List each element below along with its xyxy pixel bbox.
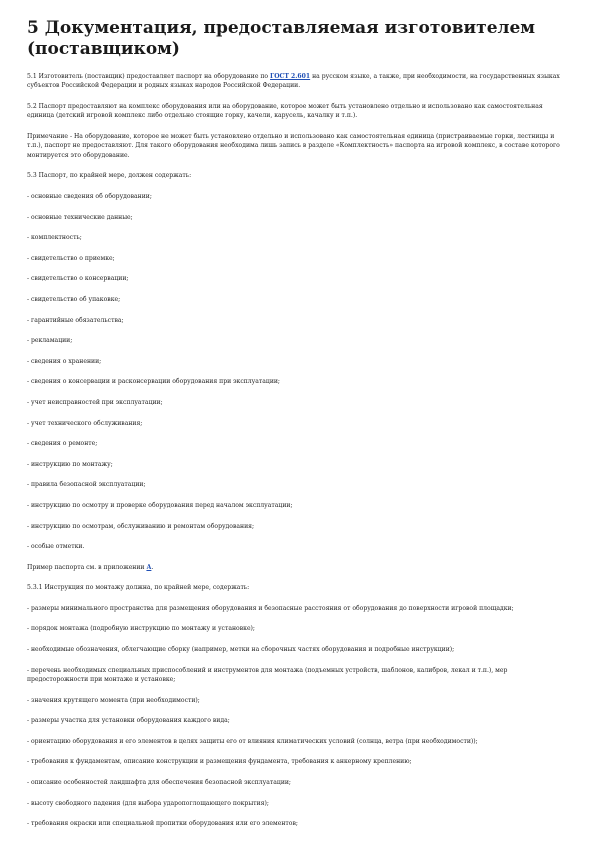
paragraph-text: на русском языке, а также, при необходимости, на государственных языках субъектов Российской Федерации и родных языках народов Российской Федерации. [27, 73, 560, 90]
document-reference-link[interactable]: ГОСТ 2.601 [270, 73, 311, 80]
paragraph: - требования к фундаментам, описание конструкции и размещения фундамента, требования к анкерному креплению; [27, 758, 412, 766]
paragraph: - учет технического обслуживания; [27, 419, 143, 427]
paragraph: - свидетельство об упаковке; [27, 295, 121, 303]
document-reference-link[interactable]: А [146, 563, 152, 571]
paragraph: - учет неисправностей при эксплуатации; [27, 398, 163, 406]
section-title: 5 Документация, предоставляемая изготовителем (поставщиком) [27, 18, 536, 59]
paragraph: - описание особенностей ландшафта для обеспечения безопасной эксплуатации; [27, 779, 291, 787]
paragraph: - значения крутящего момента (при необходимости); [27, 696, 200, 704]
paragraph: - необходимые обозначения, облегчающие сборку (например, метки на сборочных частях оборудования и подробные инструкции); [27, 646, 455, 654]
paragraph: - сведения о хранении; [27, 357, 102, 365]
paragraph: - инструкцию по монтажу; [27, 460, 113, 468]
paragraph [27, 72, 568, 91]
paragraph: - размеры минимального пространства для размещения оборудования и безопасные расстояния от оборудования до поверхности игровой площадки; [27, 604, 514, 612]
paragraph: Примечание - На оборудование, которое не может быть установлено отдельно и использовано как самостоятельная единица (пристраиваемые горки, лестницы и т.п.), паспорт не предоставляют. Для такого оборудования необходима лишь запись в разделе «Комплектность» паспорта на игровой комплекс, в составе которого монтируется это оборудование. [27, 133, 560, 159]
document-page [27, 18, 568, 840]
paragraph: - гарантийные обязательства; [27, 316, 124, 324]
paragraph: - высоту свободного падения (для выбора ударопоглощающего покрытия); [27, 799, 269, 807]
paragraph: - рекламации; [27, 337, 73, 345]
paragraph: - порядок монтажа (подробную инструкцию по монтажу и установке); [27, 625, 255, 633]
paragraph-text: 5.1 Изготовитель (поставщик) предоставляет паспорт на оборудование по [27, 73, 271, 80]
paragraph: - свидетельство о приемке; [27, 254, 115, 262]
paragraph: - основные сведения об оборудовании; [27, 193, 152, 200]
paragraph: - основные технические данные; [27, 213, 133, 221]
paragraph: - особые отметки. [27, 543, 85, 551]
paragraph: - правила безопасной эксплуатации; [27, 481, 146, 489]
paragraph: - требования окраски или специальной пропитки оборудования или его элементов; [27, 820, 298, 828]
paragraph: - свидетельство о консервации; [27, 275, 129, 283]
paragraph: - сведения о консервации и расконсервации оборудования при эксплуатации; [27, 378, 280, 386]
paragraph: 5.3 Паспорт, по крайней мере, должен содержать: [27, 172, 192, 180]
paragraph: 5.3.1 Инструкция по монтажу должна, по крайней мере, содержать: [27, 584, 250, 592]
paragraph: - размеры участка для установки оборудования каждого вида; [27, 717, 230, 725]
paragraph: - сведения о ремонте; [27, 440, 98, 448]
paragraph: - инструкцию по осмотру и проверке оборудования перед началом эксплуатации; [27, 501, 293, 509]
paragraph: - ориентацию оборудования и его элементов в целях защиты его от влияния климатических условий (солнца, ветра (при необходимости)); [27, 737, 478, 745]
paragraph: - инструкцию по осмотрам, обслуживанию и ремонтам оборудования; [27, 522, 255, 530]
document-body [27, 72, 568, 829]
paragraph-text: . [151, 563, 154, 571]
paragraph: - комплектность; [27, 234, 82, 242]
paragraph-text: Пример паспорта см. в приложении [27, 563, 147, 571]
paragraph [27, 563, 568, 572]
paragraph: 5.2 Паспорт предоставляют на комплекс оборудования или на оборудование, которое может быть установлено отдельно и использовано как самостоятельная единица (детский игровой комплекс либо отдельно стоящие горку, качели, карусель, качалку и т.п.). [27, 103, 543, 120]
paragraph: - перечень необходимых специальных приспособлений и инструментов для монтажа (подъемных устройств, шаблонов, калибров, лекал и т.п.), мер предосторожности при монтаже и установке; [27, 666, 508, 684]
